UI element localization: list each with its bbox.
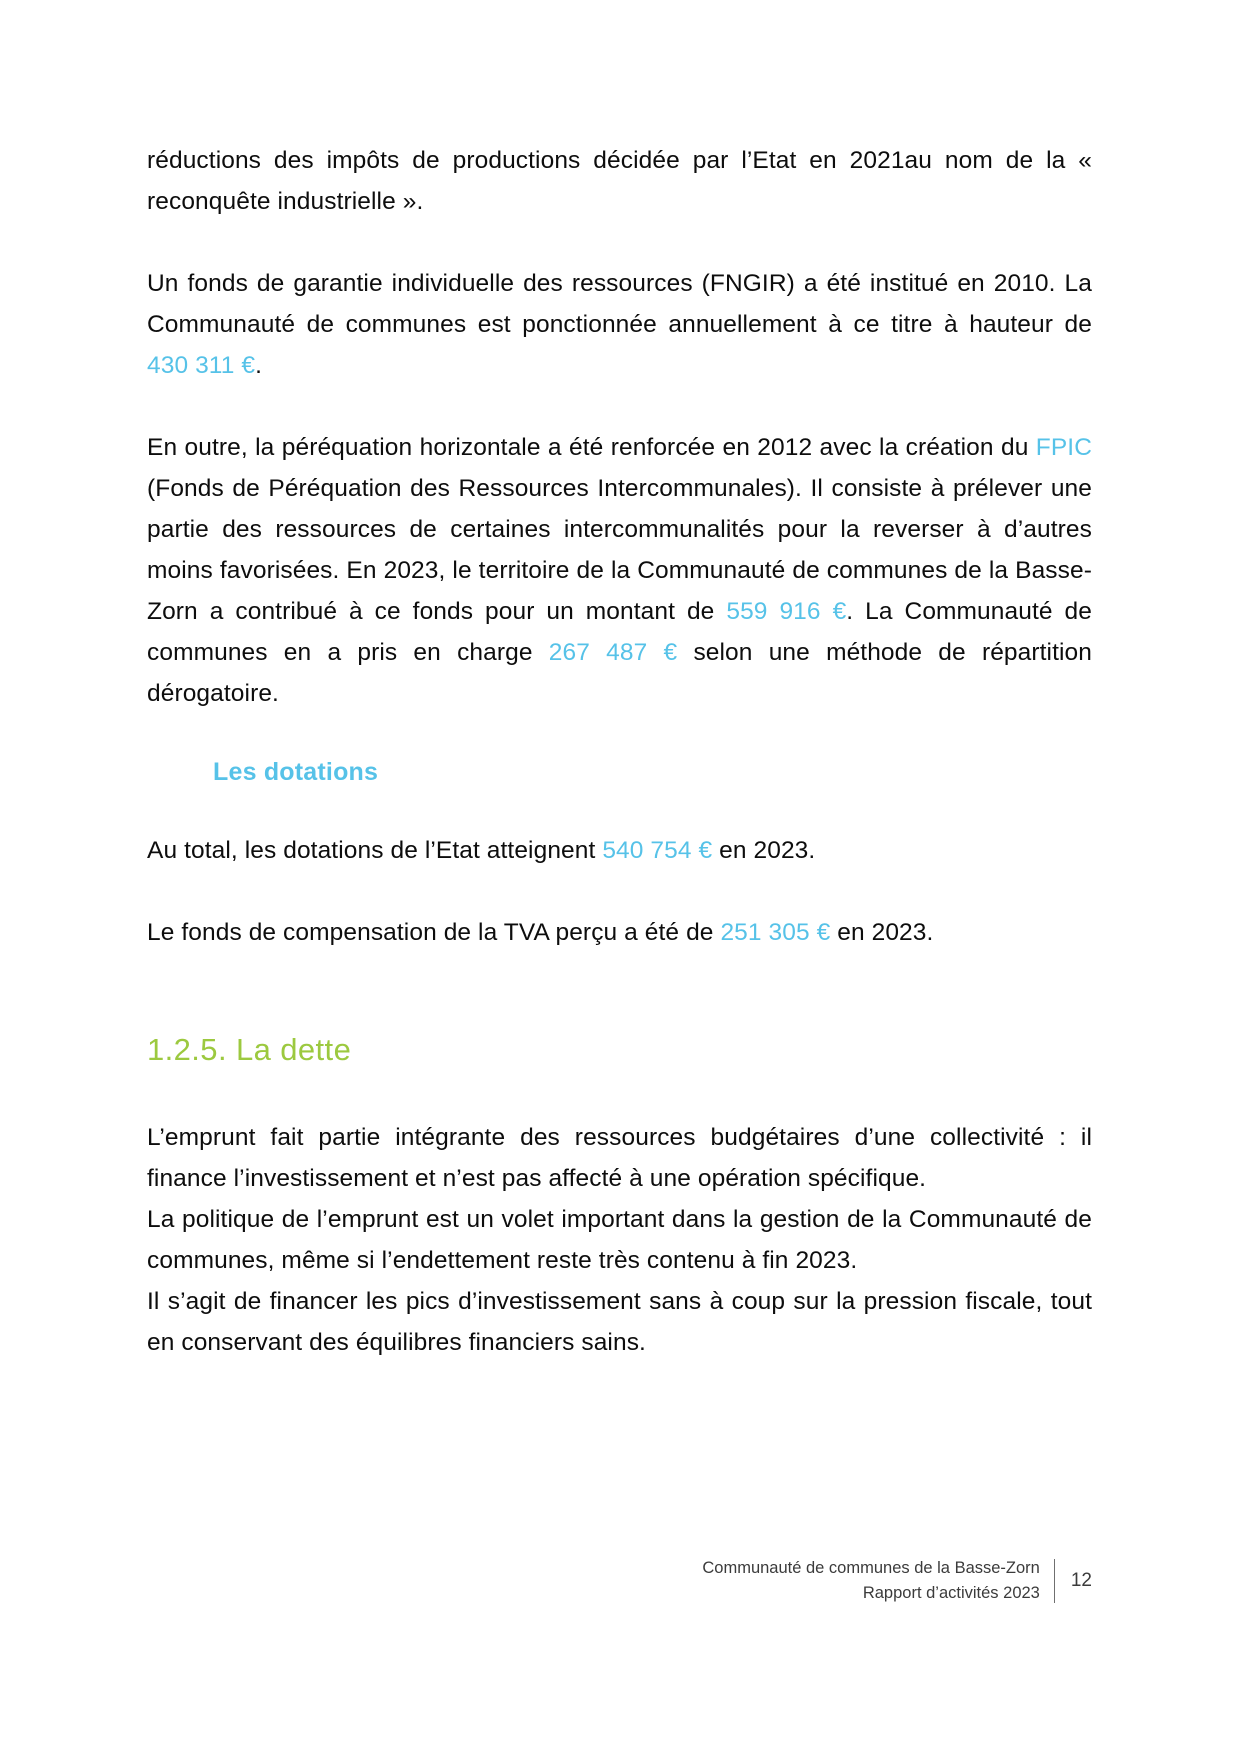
footer-line-2: Rapport d’activités 2023 (862, 1584, 1040, 1602)
paragraph-spacer (147, 386, 1092, 427)
paragraph-fngir (147, 263, 1092, 386)
paragraph-spacer (147, 871, 1092, 912)
page-number: 12 (1070, 1570, 1092, 1591)
paragraph-text-2: (Fonds de Péréquation des Ressources Intercommunales). Il consiste à prélever une partie des ressources de certaines intercommunalités pour la reverser à d’autres moins favorisées. En 2023, le territoire de la Communauté de communes de la Basse-Zorn a contribué à ce fonds pour un montant de (147, 475, 1092, 625)
section-title: La dette (235, 1032, 352, 1067)
paragraph-dotations-total (147, 830, 1092, 871)
heading-spacer (147, 789, 1092, 830)
section-spacer (147, 953, 1092, 1029)
paragraph-text: réductions des impôts de productions décidée par l’Etat en 2021au nom de la « reconquête industrielle ». (147, 147, 1092, 215)
section-number: 1.2.5. (147, 1032, 227, 1067)
paragraph-fpic (147, 427, 1092, 714)
paragraph-text: Le fonds de compensation de la TVA perçu a été de (147, 919, 721, 946)
paragraph-text: L’emprunt fait partie intégrante des ressources budgétaires d’une collectivité : il finance l’investissement et n’est pas affecté à une opération spécifique. (147, 1124, 1092, 1192)
paragraph-text: Au total, les dotations de l’Etat atteignent (147, 837, 603, 864)
paragraph-text-tail: en 2023. (712, 837, 816, 864)
paragraph-fctva (147, 912, 1092, 953)
page-footer (702, 1556, 1092, 1606)
paragraph-text-3: . La Communauté de communes en a pris en charge (147, 598, 1092, 666)
amount-fpic-contribution: 559 916 € (726, 598, 847, 625)
heading-spacer (147, 714, 1092, 755)
acronym-fpic: FPIC (1035, 434, 1092, 461)
paragraph-text: Il s’agit de financer les pics d’investissement sans à coup sur la pression fiscale, tout en conservant des équilibres financiers sains. (147, 1288, 1092, 1356)
amount-dotations: 540 754 € (602, 837, 713, 864)
subheading-les-dotations: Les dotations (213, 758, 379, 786)
paragraph-spacer (147, 222, 1092, 263)
paragraph-text: En outre, la péréquation horizontale a été renforcée en 2012 avec la création du (147, 434, 1036, 461)
paragraph-text: La politique de l’emprunt est un volet important dans la gestion de la Communauté de communes, même si l’endettement reste très contenu à fin 2023. (147, 1206, 1092, 1274)
paragraph-emprunt-intro (147, 1117, 1092, 1199)
section-heading-la-dette (147, 1029, 1092, 1071)
paragraph-text-4: selon une méthode de répartition dérogatoire. (147, 639, 1092, 707)
heading-spacer (147, 1071, 1092, 1117)
paragraph-politique-emprunt (147, 1199, 1092, 1281)
amount-fpic-charge: 267 487 € (548, 639, 678, 666)
paragraph-financer-pics (147, 1281, 1092, 1363)
page-content (147, 140, 1092, 1363)
paragraph-text-tail: en 2023. (830, 919, 934, 946)
amount-fctva: 251 305 € (720, 919, 831, 946)
footer-line-1: Communauté de communes de la Basse-Zorn (702, 1559, 1040, 1577)
paragraph-reductions-impots (147, 140, 1092, 222)
paragraph-text: Un fonds de garantie individuelle des ressources (FNGIR) a été institué en 2010. La Communauté de communes est ponctionnée annuellement à ce titre à hauteur de (147, 270, 1092, 338)
paragraph-text-tail: . (255, 352, 262, 379)
footer-organisation (702, 1556, 1054, 1606)
amount-fngir: 430 311 € (147, 352, 256, 379)
